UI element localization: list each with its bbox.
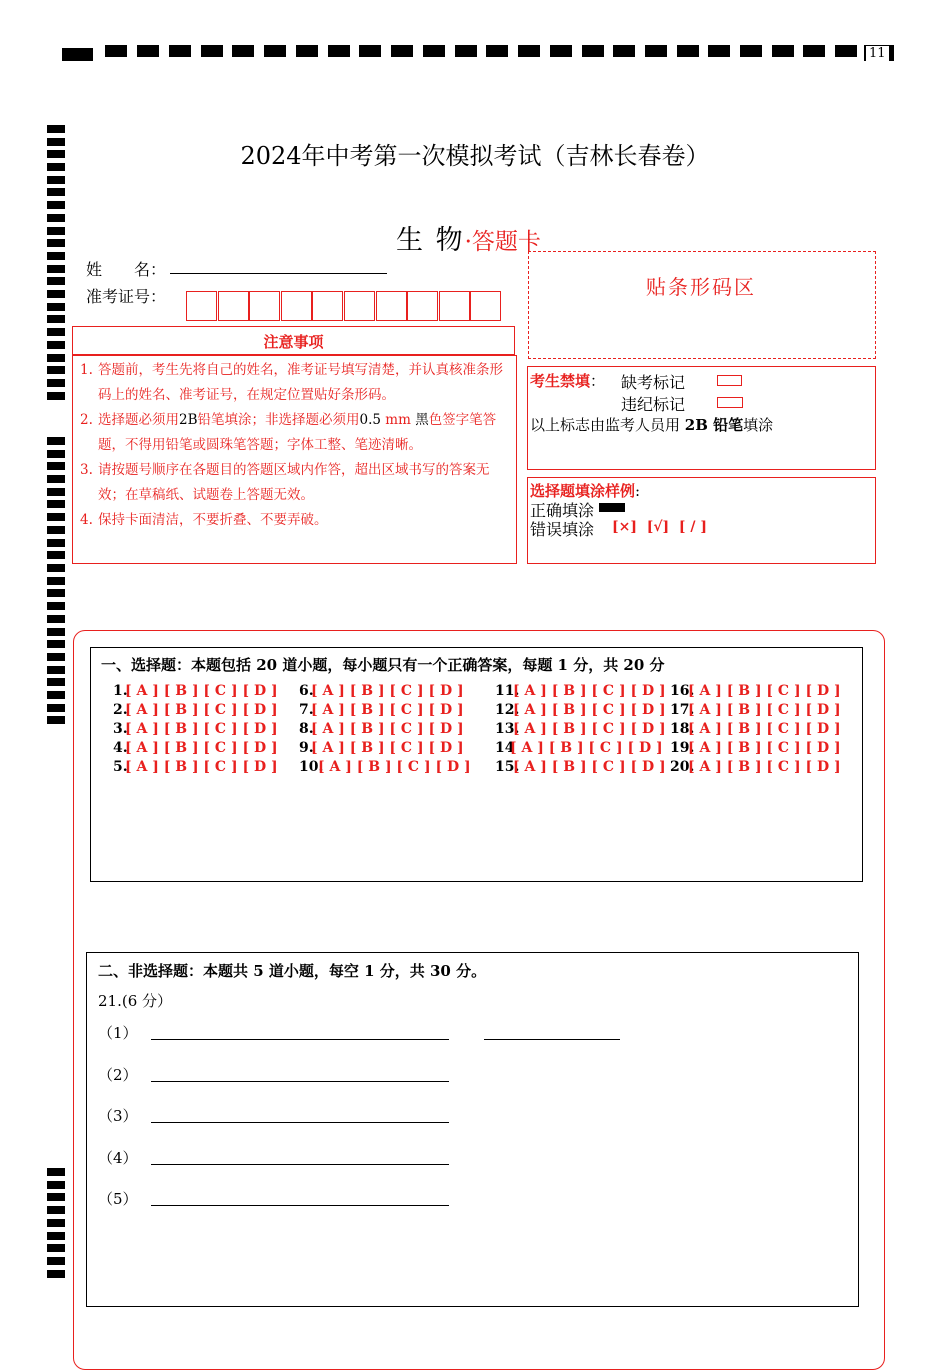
exam-id-cell[interactable] [344, 291, 375, 321]
answer-line-1b[interactable] [484, 1039, 620, 1040]
top-timing-mark [62, 48, 93, 61]
top-timing-mark [582, 45, 604, 57]
subject-title [396, 218, 541, 257]
top-timing-mark [105, 45, 127, 57]
mcq-options[interactable]: [ A ] [ B ] [ C ] [ D ] [311, 740, 464, 756]
side-timing-mark [47, 704, 65, 712]
mcq-options[interactable]: [ A ] [ B ] [ C ] [ D ] [688, 683, 841, 699]
mcq-options[interactable]: [ A ] [ B ] [ C ] [ D ] [311, 721, 464, 737]
mcq-number: 2. [113, 702, 128, 718]
mcq-options[interactable]: [ A ] [ B ] [ C ] [ D ] [688, 740, 841, 756]
mcq-number: 20. [670, 759, 695, 775]
top-timing-mark [137, 45, 159, 57]
side-timing-mark [47, 500, 65, 508]
mcq-options[interactable]: [ A ] [ B ] [ C ] [ D ] [688, 721, 841, 737]
side-timing-mark [47, 354, 65, 362]
mcq-number: 12. [495, 702, 520, 718]
top-timing-mark [708, 45, 730, 57]
answer-card-label: ·答题卡 [464, 229, 541, 255]
side-timing-mark [47, 1244, 65, 1252]
side-timing-mark [47, 227, 65, 235]
side-timing-mark [47, 125, 65, 133]
top-timing-mark [740, 45, 762, 57]
side-timing-mark [47, 488, 65, 496]
side-timing-mark [47, 475, 65, 483]
exam-id-cell[interactable] [470, 291, 501, 321]
side-timing-mark [47, 716, 65, 724]
top-timing-mark [518, 45, 540, 57]
mcq-number: 4. [113, 740, 128, 756]
answer-line[interactable] [151, 1122, 449, 1123]
top-timing-mark [645, 45, 667, 57]
side-timing-mark [47, 577, 65, 585]
name-field[interactable] [170, 273, 387, 274]
section1-title: 一、选择题：本题包括 20 道小题，每小题只有一个正确答案，每题 1 分，共 20 分 [101, 656, 665, 674]
side-timing-mark [47, 379, 65, 387]
notice-item-2: 2. 选择题必须用2B铅笔填涂；非选择题必须用0.5 mm 黑色签字笔答题，不得用铅笔或圆珠笔答题；字体工整、笔迹清晰。 [80, 412, 497, 453]
mcq-options[interactable]: [ A ] [ B ] [ C ] [ D ] [510, 740, 663, 756]
side-timing-mark [47, 589, 65, 597]
side-timing-mark [47, 1219, 65, 1227]
mcq-options[interactable]: [ A ] [ B ] [ C ] [ D ] [688, 759, 841, 775]
side-timing-mark [47, 1270, 65, 1278]
question-21-part-label: （2） [98, 1065, 138, 1084]
top-timing-mark [835, 45, 857, 57]
top-timing-mark [201, 45, 223, 57]
mcq-number: 1. [113, 683, 128, 699]
subject-name: 生 物 [396, 225, 465, 256]
side-timing-mark [47, 640, 65, 648]
top-timing-mark [423, 45, 445, 57]
notice-list [80, 358, 512, 533]
side-timing-mark [47, 290, 65, 298]
side-timing-mark [47, 176, 65, 184]
side-timing-mark [47, 392, 65, 400]
question-21-part-label: （3） [98, 1107, 138, 1125]
side-timing-mark [47, 315, 65, 323]
correct-fill-label: 正确填涂 [530, 501, 595, 520]
answer-line[interactable] [151, 1164, 449, 1165]
mcq-number: 9. [299, 740, 314, 756]
barcode-area [528, 251, 876, 359]
mcq-options[interactable]: [ A ] [ B ] [ C ] [ D ] [318, 759, 471, 775]
question-21-part-label: （4） [98, 1148, 138, 1167]
top-timing-mark [677, 45, 699, 57]
notice-item-1: 1. 答题前，考生先将自己的姓名，准考证号填写清楚，并认真核准条形码上的姓名、准考证号，在规定位置贴好条形码。 [80, 362, 503, 403]
mcq-number: 15. [495, 759, 520, 775]
side-timing-mark [47, 1193, 65, 1201]
top-timing-mark [486, 45, 508, 57]
top-timing-mark [328, 45, 350, 57]
top-timing-mark [169, 45, 191, 57]
mcq-options[interactable]: [ A ] [ B ] [ C ] [ D ] [513, 702, 666, 718]
mcq-number: 18. [670, 721, 695, 737]
mcq-number: 11. [495, 683, 520, 699]
mcq-options[interactable]: [ A ] [ B ] [ C ] [ D ] [311, 702, 464, 718]
mcq-number: 13. [495, 721, 520, 737]
side-timing-mark [47, 265, 65, 273]
top-timing-mark [455, 45, 477, 57]
side-timing-mark [47, 341, 65, 349]
section2-box [86, 952, 859, 1307]
side-timing-mark [47, 1257, 65, 1265]
side-timing-mark [47, 303, 65, 311]
forbidden-title: 考生禁填： [530, 372, 606, 390]
mcq-options[interactable]: [ A ] [ B ] [ C ] [ D ] [513, 683, 666, 699]
notice-title: 注意事项 [263, 333, 324, 351]
barcode-area-label: 贴条形码区 [646, 275, 756, 299]
side-timing-mark [47, 653, 65, 661]
mcq-number: 3. [113, 721, 128, 737]
exam-id-cell[interactable] [281, 291, 312, 321]
mcq-options[interactable]: [ A ] [ B ] [ C ] [ D ] [688, 702, 841, 718]
mcq-options[interactable]: [ A ] [ B ] [ C ] [ D ] [125, 702, 278, 718]
mcq-options[interactable]: [ A ] [ B ] [ C ] [ D ] [125, 759, 278, 775]
wrong-fill-label: 错误填涂 [530, 520, 595, 539]
side-timing-mark [47, 1206, 65, 1214]
exam-id-cell[interactable] [407, 291, 438, 321]
mcq-options[interactable]: [ A ] [ B ] [ C ] [ D ] [125, 721, 278, 737]
mcq-options[interactable]: [ A ] [ B ] [ C ] [ D ] [125, 683, 278, 699]
side-timing-mark [47, 328, 65, 336]
top-timing-mark [550, 45, 572, 57]
mcq-number: 14 [495, 740, 515, 756]
side-timing-mark [47, 214, 65, 222]
side-timing-mark [47, 188, 65, 196]
mcq-number: 5. [113, 759, 128, 775]
side-timing-mark [47, 666, 65, 674]
side-timing-mark [47, 615, 65, 623]
top-timing-mark [391, 45, 413, 57]
side-timing-mark [47, 462, 65, 470]
side-timing-mark [47, 539, 65, 547]
exam-id-cell[interactable] [376, 291, 407, 321]
notice-item-4: 4. 保持卡面清洁，不要折叠、不要弄破。 [80, 512, 328, 528]
top-timing-mark [359, 45, 381, 57]
exam-id-cell[interactable] [218, 291, 249, 321]
top-timing-mark [772, 45, 794, 57]
question-21-label: 21.(6 分） [98, 992, 173, 1010]
forbidden-note: 以上标志由监考人员用 2B 铅笔填涂 [530, 416, 774, 434]
answer-line[interactable] [151, 1205, 449, 1206]
wrong-fill-samples: [×] [√] [ / ] [612, 519, 708, 535]
side-timing-mark [47, 564, 65, 572]
side-timing-mark [47, 628, 65, 636]
side-timing-mark [47, 1232, 65, 1240]
top-timing-mark [613, 45, 635, 57]
absent-mark-box[interactable] [717, 375, 742, 386]
exam-id-cell[interactable] [312, 291, 343, 321]
side-timing-mark [47, 526, 65, 534]
correct-fill-sample [599, 503, 625, 512]
answer-line[interactable] [151, 1081, 449, 1082]
violation-mark-label: 违纪标记 [621, 395, 686, 414]
side-timing-mark [47, 1168, 65, 1176]
side-timing-mark [47, 691, 65, 699]
top-timing-mark [803, 45, 825, 57]
exam-id-cell[interactable] [186, 291, 217, 321]
side-timing-mark [47, 551, 65, 559]
mcq-options[interactable]: [ A ] [ B ] [ C ] [ D ] [311, 683, 464, 699]
page-number-label: 11 [866, 46, 889, 62]
mcq-number: 10. [299, 759, 324, 775]
answer-line[interactable] [151, 1039, 449, 1040]
mcq-number: 19. [670, 740, 695, 756]
mcq-options[interactable]: [ A ] [ B ] [ C ] [ D ] [513, 721, 666, 737]
sample-title: 选择题填涂样例: [530, 482, 641, 500]
exam-title: 2024年中考第一次模拟考试（吉林长春卷） [240, 142, 710, 170]
mcq-number: 7. [299, 702, 314, 718]
side-timing-mark [47, 513, 65, 521]
side-timing-mark [47, 437, 65, 445]
mcq-number: 17. [670, 702, 695, 718]
side-timing-mark [47, 602, 65, 610]
mcq-options[interactable]: [ A ] [ B ] [ C ] [ D ] [125, 740, 278, 756]
question-21-part-label: （5） [98, 1190, 138, 1208]
side-timing-mark [47, 1181, 65, 1189]
violation-mark-box[interactable] [717, 397, 743, 408]
exam-id-cell[interactable] [439, 291, 470, 321]
side-timing-mark [47, 678, 65, 686]
side-timing-mark [47, 450, 65, 458]
name-label: 姓 名： [86, 260, 167, 279]
top-timing-mark [296, 45, 318, 57]
side-timing-mark [47, 277, 65, 285]
notice-item-3: 3. 请按题号顺序在各题目的答题区域内作答，超出区域书写的答案无效；在草稿纸、试题卷上答题无效。 [80, 462, 490, 503]
mcq-number: 16. [670, 683, 695, 699]
side-timing-mark [47, 239, 65, 247]
top-timing-mark [232, 45, 254, 57]
top-timing-mark [264, 45, 286, 57]
mcq-number: 8. [299, 721, 314, 737]
mcq-number: 6. [299, 683, 314, 699]
exam-id-cell[interactable] [249, 291, 280, 321]
exam-id-label: 准考证号： [86, 287, 167, 306]
question-21-part-label: （1） [98, 1024, 138, 1042]
absent-mark-label: 缺考标记 [621, 373, 686, 392]
mcq-options[interactable]: [ A ] [ B ] [ C ] [ D ] [513, 759, 666, 775]
side-timing-mark [47, 252, 65, 260]
side-timing-mark [47, 201, 65, 209]
side-timing-mark [47, 366, 65, 374]
section2-title: 二、非选择题：本题共 5 道小题，每空 1 分，共 30 分。 [98, 962, 487, 980]
